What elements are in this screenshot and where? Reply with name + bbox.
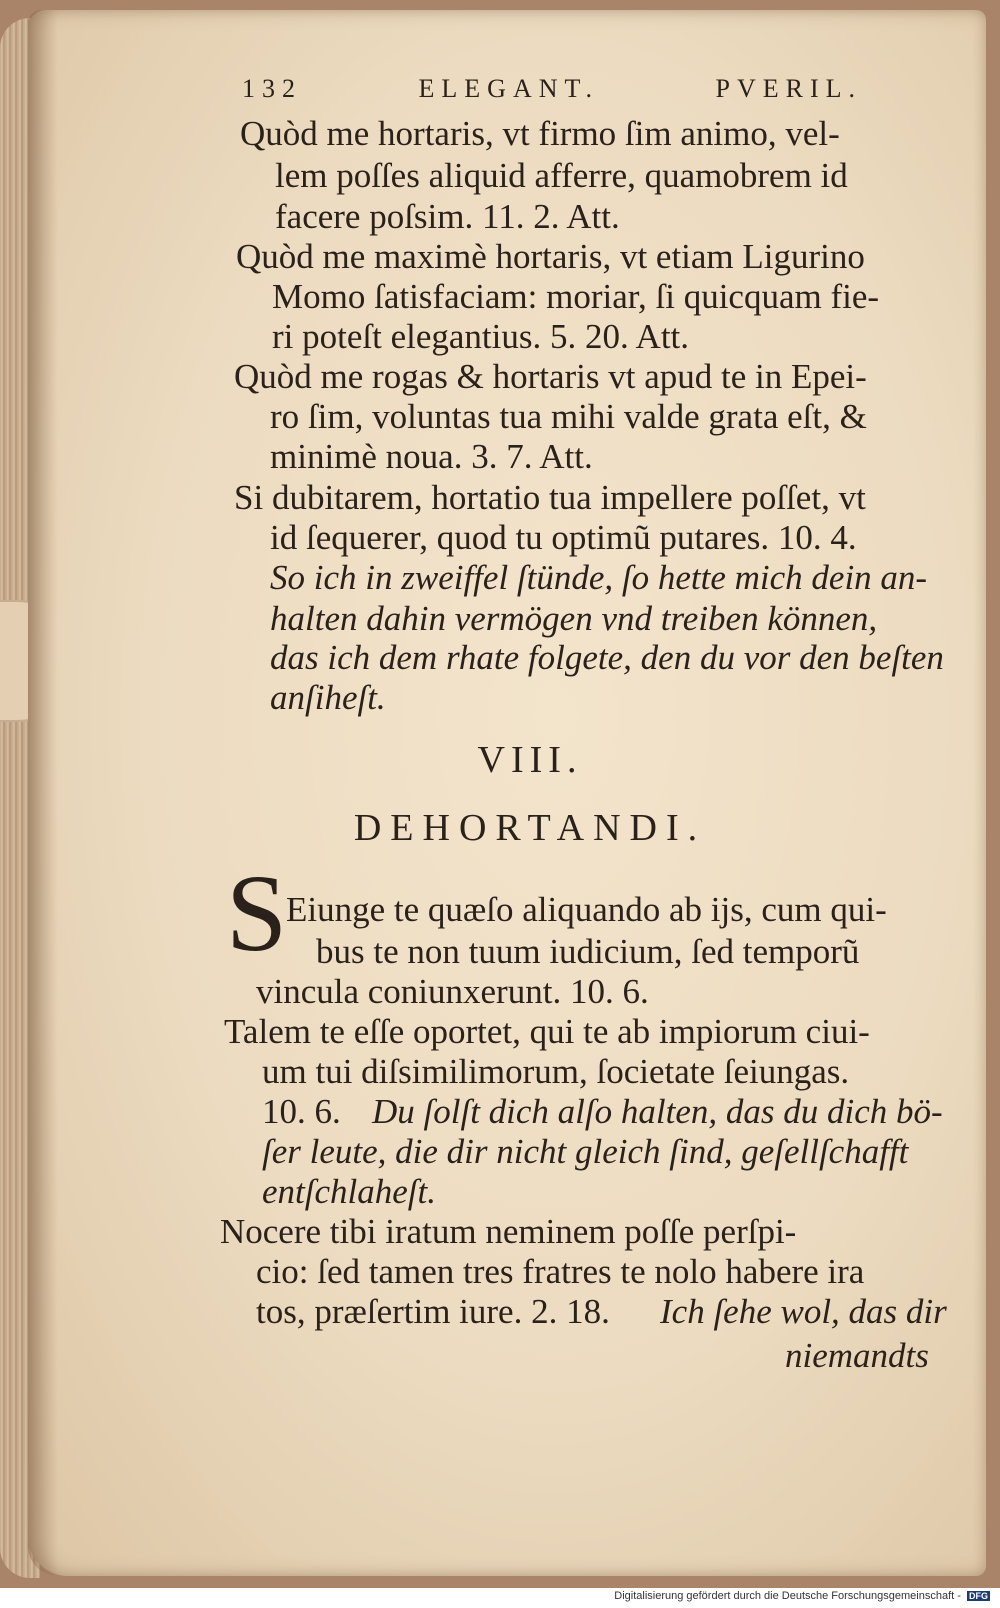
text-line: Nocere tibi iratum neminem poſſe perſpi-: [220, 1212, 797, 1251]
german-gloss-line: entſchlaheſt.: [262, 1172, 436, 1211]
text-line: tos, præſertim iure. 2. 18.: [256, 1292, 610, 1331]
page-number: 132: [242, 74, 302, 103]
text-line: lem poſſes aliquid afferre, quamobrem id: [275, 156, 848, 195]
catchword: niemandts: [785, 1336, 929, 1375]
dfg-logo: DFG: [969, 1591, 988, 1601]
section-number: VIII.: [477, 739, 583, 781]
text-line: Eiunge te quæſo aliquando ab ijs, cum qui-: [286, 890, 887, 929]
german-gloss-line: das ich dem rhate folgete, den du vor den beſten: [270, 638, 944, 677]
text-line: um tui diſsimilimorum, ſocietate ſeiungas.: [262, 1052, 850, 1091]
text-line: ro ſim, voluntas tua mihi valde grata eſt, &: [270, 397, 867, 436]
text-line: Quòd me maximè hortaris, vt etiam Ligurino: [236, 237, 865, 276]
drop-capital: S: [226, 852, 288, 974]
text-line: 10. 6.: [262, 1092, 341, 1131]
digitization-credit: [0, 1590, 990, 1602]
text-line: vincula coniunxerunt. 10. 6.: [256, 972, 649, 1011]
text-line: Momo ſatisfaciam: moriar, ſi quicquam fie-: [272, 277, 880, 316]
text-line: ri poteſt elegantius. 5. 20. Att.: [272, 317, 690, 356]
text-line: Talem te eſſe oportet, qui te ab impiorum ciui-: [224, 1012, 870, 1051]
german-gloss-line: Du ſolſt dich alſo halten, das du dich bö-: [372, 1092, 943, 1131]
running-head: [242, 74, 862, 104]
german-gloss-line: So ich in zweiffel ſtünde, ſo hette mich dein an-: [270, 558, 928, 597]
credit-text: Digitalisierung gefördert durch die Deutsche Forschungsgemeinschaft -: [614, 1590, 961, 1602]
text-line: id ſequerer, quod tu optimũ putares. 10. 4.: [270, 518, 857, 557]
text-line: Quòd me rogas & hortaris vt apud te in Epei-: [234, 357, 867, 396]
section-title: DEHORTANDI.: [353, 807, 707, 849]
german-gloss-line: Ich ſehe wol, das dir: [660, 1292, 947, 1331]
text-line: bus te non tuum iudicium, ſed temporũ: [316, 932, 860, 971]
text-line: Quòd me hortaris, vt firmo ſim animo, vel-: [240, 114, 840, 153]
page-gutter-shadow: [28, 10, 58, 1576]
german-gloss-line: anſiheſt.: [270, 678, 386, 717]
german-gloss-line: ſer leute, die dir nicht gleich ſind, geſellſchafft: [262, 1132, 909, 1171]
text-line: cio: ſed tamen tres fratres te nolo habere ira: [256, 1252, 865, 1291]
german-gloss-line: halten dahin vermögen vnd treiben können,: [270, 599, 878, 638]
running-title-left: ELEGANT.: [418, 74, 599, 103]
running-title-right: PVERIL.: [715, 74, 862, 103]
text-line: facere poſsim. 11. 2. Att.: [275, 197, 620, 236]
text-line: Si dubitarem, hortatio tua impellere poſſet, vt: [234, 478, 866, 517]
text-line: minimè noua. 3. 7. Att.: [270, 437, 593, 476]
